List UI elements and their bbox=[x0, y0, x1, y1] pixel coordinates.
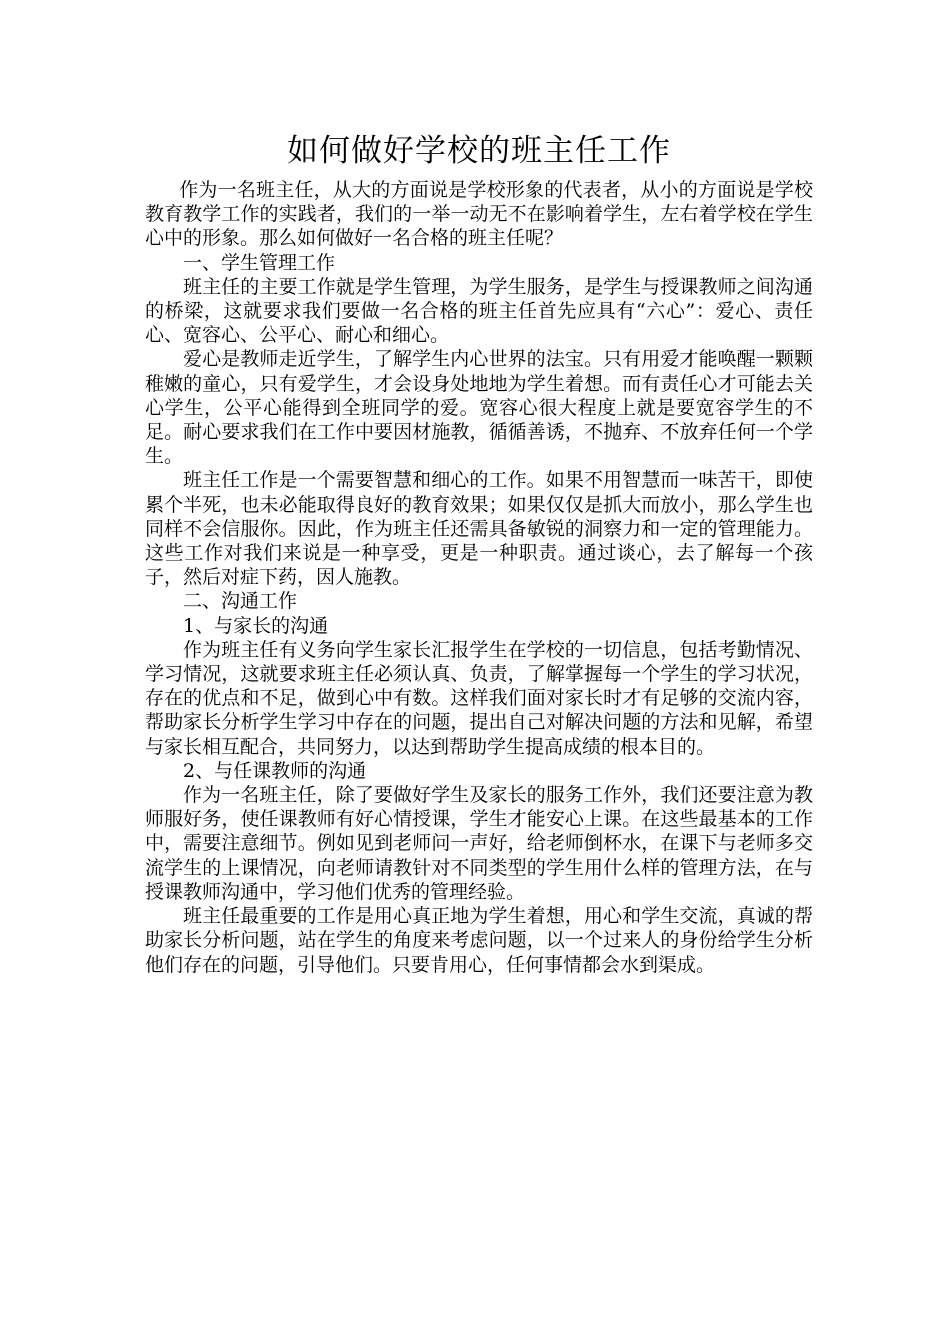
body-paragraph: 作为一名班主任，除了要做好学生及家长的服务工作外，我们还要注意为教师服好务，使任课教师有好心情授课，学生才能安心上课。在这些最基本的工作中，需要注意细节。例如见到老师问一声好，给老师倒杯水，在课下与老师多交流学生的上课情况，向老师请教针对不同类型的学生用什么样的管理方法，在与授课教师沟通中，学习他们优秀的管理经验。 bbox=[145, 784, 813, 903]
body-paragraph: 班主任最重要的工作是用心真正地为学生着想，用心和学生交流，真诚的帮助家长分析问题，站在学生的角度来考虑问题，以一个过来人的身份给学生分析他们存在的问题，引导他们。只要肯用心，任何事情都会水到渠成。 bbox=[145, 905, 813, 976]
section-heading-communication: 二、沟通工作 bbox=[183, 590, 298, 613]
subsection-heading-teachers: 2、与任课教师的沟通 bbox=[183, 759, 367, 782]
intro-paragraph: 作为一名班主任，从大的方面说是学校形象的代表者，从小的方面说是学校教育教学工作的实践者，我们的一举一动无不在影响着学生，左右着学校在学生心中的形象。那么如何做好一名合格的班主任呢？ bbox=[145, 179, 813, 250]
section-heading-student-management: 一、学生管理工作 bbox=[183, 251, 336, 274]
body-paragraph: 作为班主任有义务向学生家长汇报学生在学校的一切信息，包括考勤情况、学习情况，这就要求班主任必须认真、负责，了解掌握每一个学生的学习状况，存在的优点和不足，做到心中有数。这样我们面对家长时才有足够的交流内容，帮助家长分析学生学习中存在的问题，提出自己对解决问题的方法和见解，希望与家长相互配合，共同努力，以达到帮助学生提高成绩的根本目的。 bbox=[145, 638, 813, 758]
subsection-heading-parents: 1、与家长的沟通 bbox=[183, 614, 329, 637]
body-paragraph: 爱心是教师走近学生，了解学生内心世界的法宝。只有用爱才能唤醒一颗颗稚嫩的童心，只有爱学生，才会设身处地地为学生着想。而有责任心才可能去关心学生，公平心能得到全班同学的爱。宽容心很大程度上就是要宽容学生的不足。耐心要求我们在工作中要因材施教，循循善诱，不抛弃、不放弃任何一个学生。 bbox=[145, 348, 813, 468]
document-title: 如何做好学校的班主任工作 bbox=[287, 133, 671, 169]
body-paragraph: 班主任的主要工作就是学生管理，为学生服务，是学生与授课教师之间沟通的桥梁，这就要求我们要做一名合格的班主任首先应具有“六心”：爱心、责任心、宽容心、公平心、耐心和细心。 bbox=[145, 275, 813, 347]
body-paragraph: 班主任工作是一个需要智慧和细心的工作。如果不用智慧而一味苦干，即使累个半死，也未必能取得良好的教育效果；如果仅仅是抓大而放小，那么学生也同样不会信服你。因此，作为班主任还需具备敏锐的洞察力和一定的管理能力。这些工作对我们来说是一种享受，更是一种职责。通过谈心，去了解每一个孩子，然后对症下药，因人施教。 bbox=[145, 469, 813, 589]
document-page bbox=[145, 128, 813, 977]
